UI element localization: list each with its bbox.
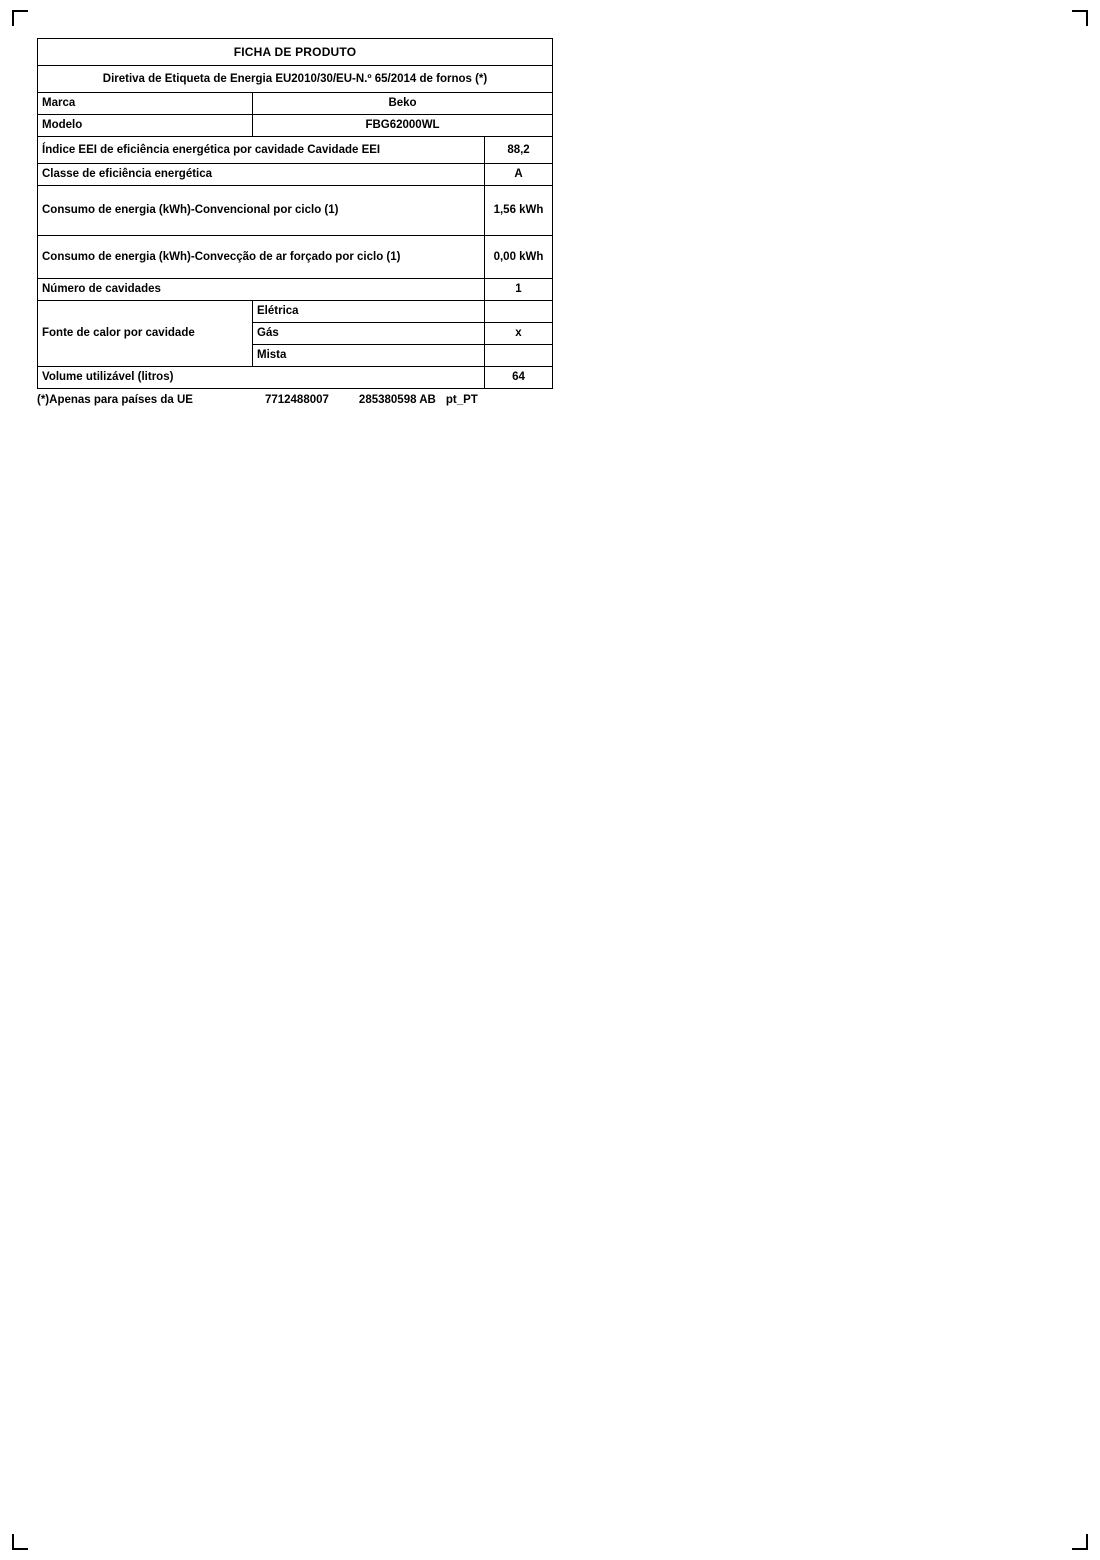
row-value-volume: 64: [485, 367, 553, 389]
heat-option-eletrica: Elétrica: [253, 301, 485, 323]
heat-mark-eletrica: [485, 301, 553, 323]
row-label-marca: Marca: [38, 93, 253, 115]
product-fiche-table: [37, 38, 553, 389]
row-value-classe: A: [485, 164, 553, 186]
table-row: [38, 279, 553, 301]
table-row: [38, 115, 553, 137]
table-row: [38, 367, 553, 389]
footnote-code-secondary: 285380598 AB: [358, 394, 436, 406]
product-fiche: [37, 38, 552, 406]
footnote-text: (*)Apenas para países da UE: [37, 394, 193, 406]
table-row-subtitle: [38, 66, 553, 93]
table-row: [38, 93, 553, 115]
heat-mark-gas: x: [485, 323, 553, 345]
footnote: [37, 394, 552, 406]
footnote-code-primary: 7712488007: [264, 394, 329, 406]
row-value-cavidades: 1: [485, 279, 553, 301]
row-label-cavidades: Número de cavidades: [38, 279, 485, 301]
row-label-modelo: Modelo: [38, 115, 253, 137]
row-label-eei: Índice EEI de eficiência energética por cavidade Cavidade EEI: [38, 137, 485, 164]
table-row-title: [38, 39, 553, 66]
table-row: [38, 164, 553, 186]
heat-option-gas: Gás: [253, 323, 485, 345]
row-value-modelo: FBG62000WL: [253, 115, 553, 137]
row-value-consumo-conveccao: 0,00 kWh: [485, 236, 553, 279]
row-label-volume: Volume utilizável (litros): [38, 367, 485, 389]
directive-subtitle: Diretiva de Etiqueta de Energia EU2010/30/EU-N.º 65/2014 de fornos (*): [38, 66, 553, 93]
row-label-consumo-convencional: Consumo de energia (kWh)-Convencional por ciclo (1): [38, 186, 485, 236]
row-value-eei: 88,2: [485, 137, 553, 164]
row-value-consumo-convencional: 1,56 kWh: [485, 186, 553, 236]
row-value-marca: Beko: [253, 93, 553, 115]
crop-mark-bottom-left: [12, 1534, 28, 1550]
table-row-heat-electric: [38, 301, 553, 323]
heat-option-mista: Mista: [253, 345, 485, 367]
table-row: [38, 236, 553, 279]
row-label-classe: Classe de eficiência energética: [38, 164, 485, 186]
crop-mark-top-left: [12, 10, 28, 26]
crop-mark-bottom-right: [1072, 1534, 1088, 1550]
crop-mark-top-right: [1072, 10, 1088, 26]
heat-mark-mista: [485, 345, 553, 367]
table-row: [38, 186, 553, 236]
row-label-fonte-calor: Fonte de calor por cavidade: [38, 301, 253, 367]
row-label-consumo-conveccao: Consumo de energia (kWh)-Convecção de ar forçado por ciclo (1): [38, 236, 485, 279]
footnote-language: pt_PT: [445, 394, 478, 406]
page-title: FICHA DE PRODUTO: [38, 39, 553, 66]
table-row: [38, 137, 553, 164]
